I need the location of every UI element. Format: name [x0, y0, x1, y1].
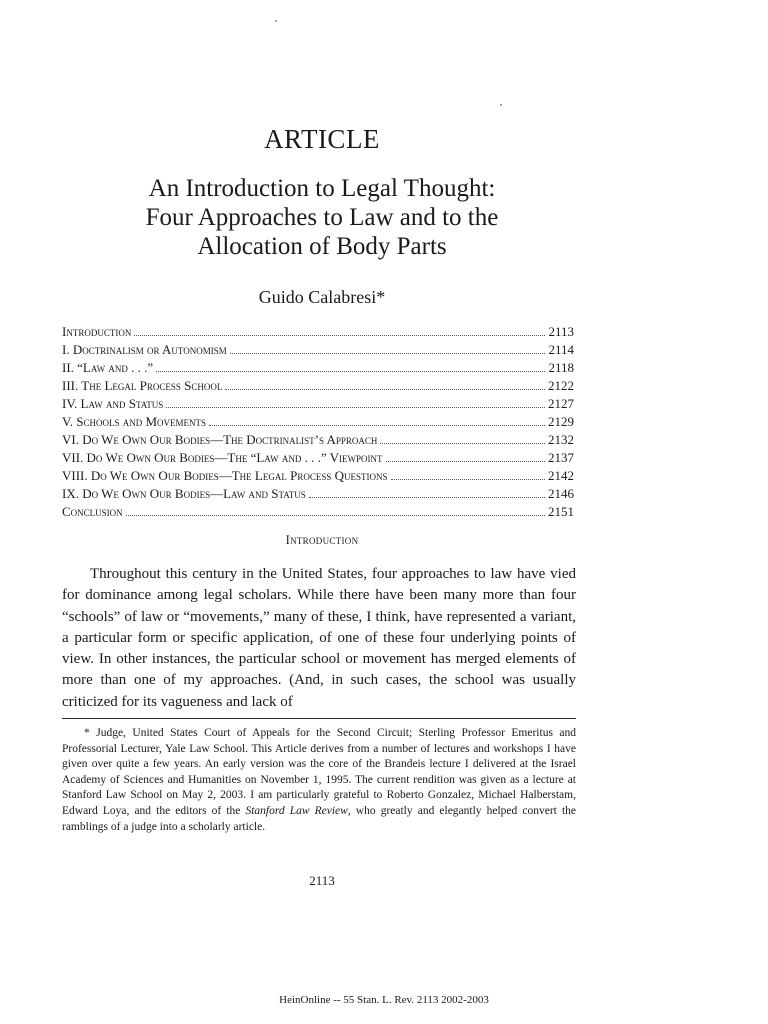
- toc-entry: [62, 431, 574, 449]
- footnote-text: * Judge, United States Court of Appeals for the Second Circuit; Sterling Professor Emeritus and Professorial Lecturer, Yale Law School. This Article derives from a number of lectures and workshops I have given over quite a few years. An early version was the core of the Brandeis lecture I delivered at the Israel Academy of Sciences and Humanities on November 1, 1995. The current rendition was given as a lecture at Stanford Law School on May 2, 2003. I am particularly grateful to Roberto Gonzalez, Michael Halberstam, Edward Loya, and the editors of the: [62, 727, 576, 817]
- author-footnote: [62, 726, 576, 835]
- toc-entry-title: II. “Law and . . .”: [62, 360, 154, 375]
- toc-entry: [62, 377, 574, 395]
- title-line: Allocation of Body Parts: [197, 233, 447, 260]
- article-label: ARTICLE: [264, 124, 380, 154]
- toc-entry: [62, 359, 574, 377]
- toc-entry-title: VII. Do We Own Our Bodies—The “Law and . . .” Viewpoint: [62, 450, 383, 465]
- toc-entry-title: IV. Law and Status: [62, 396, 164, 411]
- toc-leader-dots: [391, 469, 546, 480]
- toc-entry: [62, 341, 574, 359]
- toc-leader-dots: [209, 415, 545, 426]
- toc-entry-title: Conclusion: [62, 504, 123, 519]
- toc-leader-dots: [225, 379, 545, 390]
- body-paragraph: Throughout this century in the United States, four approaches to law have vied for dominance among legal scholars. While there have been many more than four “schools” of law or “movements,” many of these, I think, have represented a variant, a particular form or specific application, of one of these four underlying points of view. In other instances, the particular school or movement has merged elements of more than one of my approaches. (And, in such cases, the school was usually criticized for its vagueness and lack of: [62, 566, 576, 710]
- toc-leader-dots: [230, 343, 546, 354]
- toc-entry-title: VI. Do We Own Our Bodies—The Doctrinalist’s Approach: [62, 432, 378, 447]
- toc-entry-page: 2142: [548, 468, 574, 483]
- toc-entry-page: 2127: [548, 396, 574, 411]
- toc-leader-dots: [309, 487, 545, 498]
- toc-entry-page: 2122: [548, 378, 574, 393]
- toc-leader-dots: [380, 433, 545, 444]
- toc-leader-dots: [156, 361, 545, 372]
- article-title: [0, 174, 706, 261]
- footnote-divider: [62, 718, 576, 719]
- toc-entry-title: V. Schools and Movements: [62, 414, 207, 429]
- scan-speck: [275, 20, 277, 22]
- toc-leader-dots: [134, 325, 545, 336]
- toc-entry-page: 2114: [548, 342, 574, 357]
- toc-leader-dots: [166, 397, 545, 408]
- journal-name: Stanford Law Review: [245, 804, 348, 817]
- footnote-text: , who greatly and elegantly helped convert the ramblings of a judge into a scholarly article.: [62, 804, 576, 833]
- table-of-contents: [62, 323, 574, 521]
- toc-entry-title: Introduction: [62, 324, 132, 339]
- scan-speck: [500, 104, 502, 106]
- toc-entry-page: 2129: [548, 414, 574, 429]
- toc-leader-dots: [126, 505, 545, 516]
- title-line: Four Approaches to Law and to the: [145, 204, 499, 231]
- toc-entry: [62, 449, 574, 467]
- toc-entry-page: 2146: [548, 486, 574, 501]
- toc-entry: [62, 467, 574, 485]
- toc-entry-title: IX. Do We Own Our Bodies—Law and Status: [62, 486, 306, 501]
- toc-entry: [62, 395, 574, 413]
- toc-entry-page: 2118: [548, 360, 574, 375]
- toc-entry-page: 2137: [548, 450, 574, 465]
- toc-entry: [62, 413, 574, 431]
- toc-entry: [62, 323, 574, 341]
- title-line: An Introduction to Legal Thought:: [148, 175, 496, 202]
- author-name: Guido Calabresi*: [258, 287, 386, 307]
- toc-entry-title: VIII. Do We Own Our Bodies—The Legal Process Questions: [62, 468, 388, 483]
- toc-entry-page: 2113: [548, 324, 574, 339]
- page-number: 2113: [309, 873, 335, 888]
- toc-entry: [62, 485, 574, 503]
- toc-entry-title: I. Doctrinalism or Autonomism: [62, 342, 227, 357]
- toc-entry: [62, 503, 574, 521]
- toc-leader-dots: [386, 451, 546, 462]
- toc-entry-page: 2151: [548, 504, 574, 519]
- toc-entry-title: III. The Legal Process School: [62, 378, 223, 393]
- section-heading: Introduction: [285, 533, 359, 547]
- toc-entry-page: 2132: [548, 432, 574, 447]
- source-citation: HeinOnline -- 55 Stan. L. Rev. 2113 2002-2003: [279, 994, 489, 1006]
